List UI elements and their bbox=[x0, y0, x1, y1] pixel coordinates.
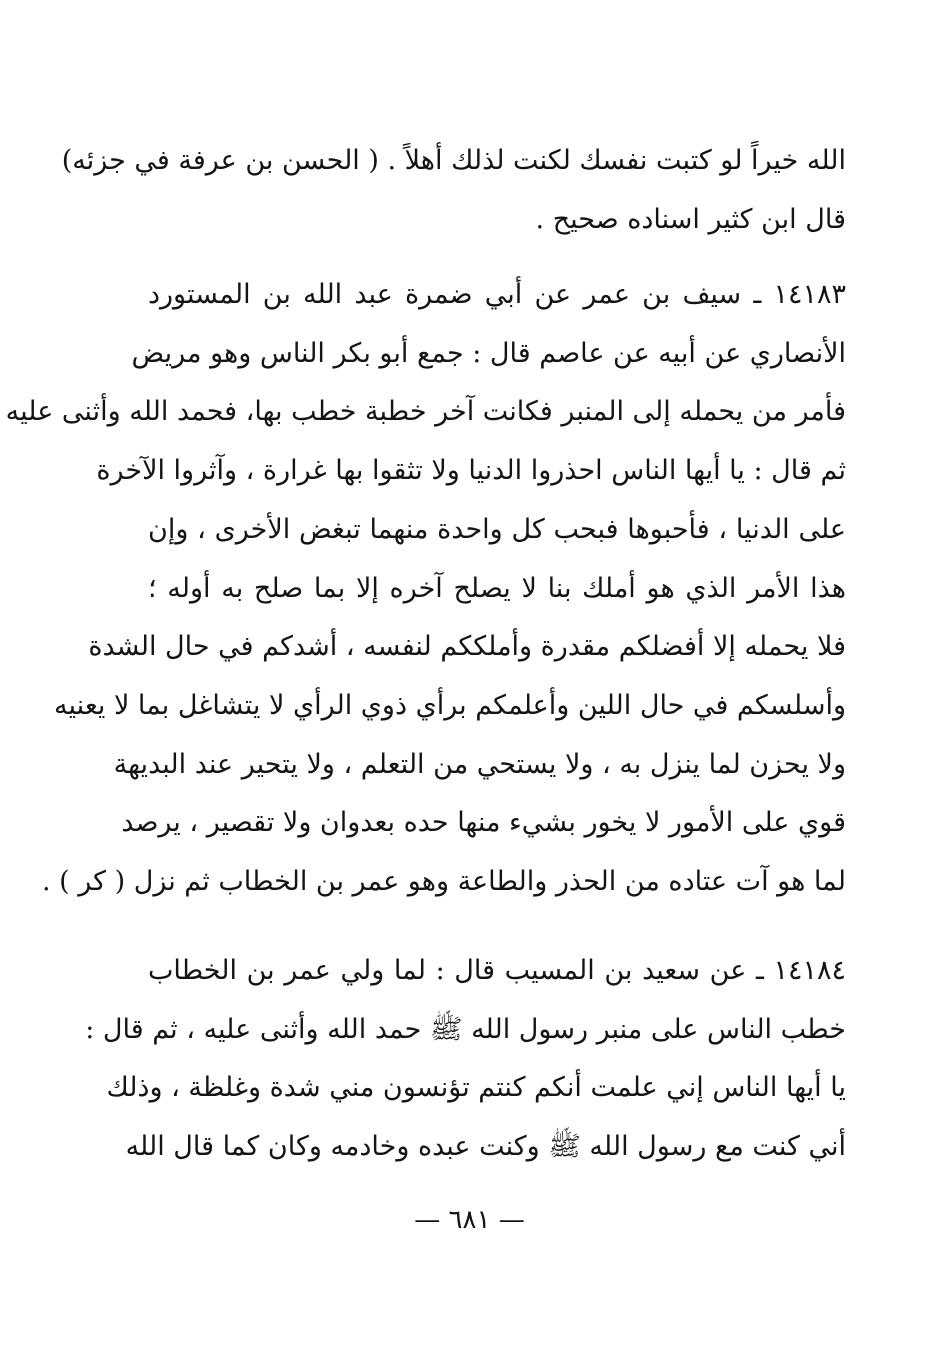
text-line: على الدنيا ، فأحبوها فبحب كل واحدة منهما تبغض الأخرى ، وإن bbox=[148, 513, 846, 545]
text-line: وأسلسكم في حال اللين وأعلمكم برأي ذوي الرأي لا يتشاغل بما لا يعنيه bbox=[54, 689, 846, 721]
text-line: ثم قال : يا أيها الناس احذروا الدنيا ولا تثقوا بها غرارة ، وآثروا الآخرة bbox=[96, 455, 846, 487]
text-line: هذا الأمر الذي هو أملك بنا لا يصلح آخره إلا بما صلح به أوله ؛ bbox=[148, 572, 846, 604]
text-line: لما هو آت عتاده من الحذر والطاعة وهو عمر بن الخطاب ثم نزل ( كر ) . bbox=[41, 866, 846, 898]
text-line: الله خيراً لو كتبت نفسك لكنت لذلك أهلاً . ( الحسن بن عرفة في جزئه) bbox=[61, 145, 846, 176]
text-line: ١٤١٨٣ ـ سيف بن عمر عن أبي ضمرة عبد الله بن المستورد bbox=[148, 279, 846, 310]
text-line: خطب الناس على منبر رسول الله ﷺ حمد الله وأثنى عليه ، ثم قال : bbox=[85, 1013, 846, 1045]
hadith-14184 bbox=[85, 942, 846, 1177]
text-line: قوي على الأمور لا يخور بشيء منها حده بعدوان ولا تقصير ، يرصد bbox=[121, 807, 846, 839]
text-line: ولا يحزن لما ينزل به ، ولا يستحي من التعلم ، ولا يتحير عند البديهة bbox=[113, 748, 846, 780]
text-line: أني كنت مع رسول الله ﷺ وكنت عبده وخادمه وكان كما قال الله bbox=[125, 1131, 846, 1163]
text-line: الأنصاري عن أبيه عن عاصم قال : جمع أبو بكر الناس وهو مريض bbox=[131, 337, 846, 369]
text-line: يا أيها الناس إني علمت أنكم كنتم تؤنسون مني شدة وغلظة ، وذلك bbox=[106, 1072, 846, 1104]
text-line: قال ابن كثير اسناده صحيح . bbox=[535, 203, 846, 235]
paragraph-continuation bbox=[61, 132, 846, 249]
page-number: — ٦٨١ — bbox=[414, 1205, 525, 1235]
text-line: ١٤١٨٤ ـ عن سعيد بن المسيب قال : لما ولي عمر بن الخطاب bbox=[148, 955, 846, 986]
text-line: فأمر من يحمله إلى المنبر فكانت آخر خطبة خطب بها، فحمد الله وأثنى عليه bbox=[5, 396, 846, 428]
text-line: فلا يحمله إلا أفضلكم مقدرة وأملككم لنفسه ، أشدكم في حال الشدة bbox=[88, 631, 846, 663]
hadith-14183 bbox=[5, 266, 846, 912]
